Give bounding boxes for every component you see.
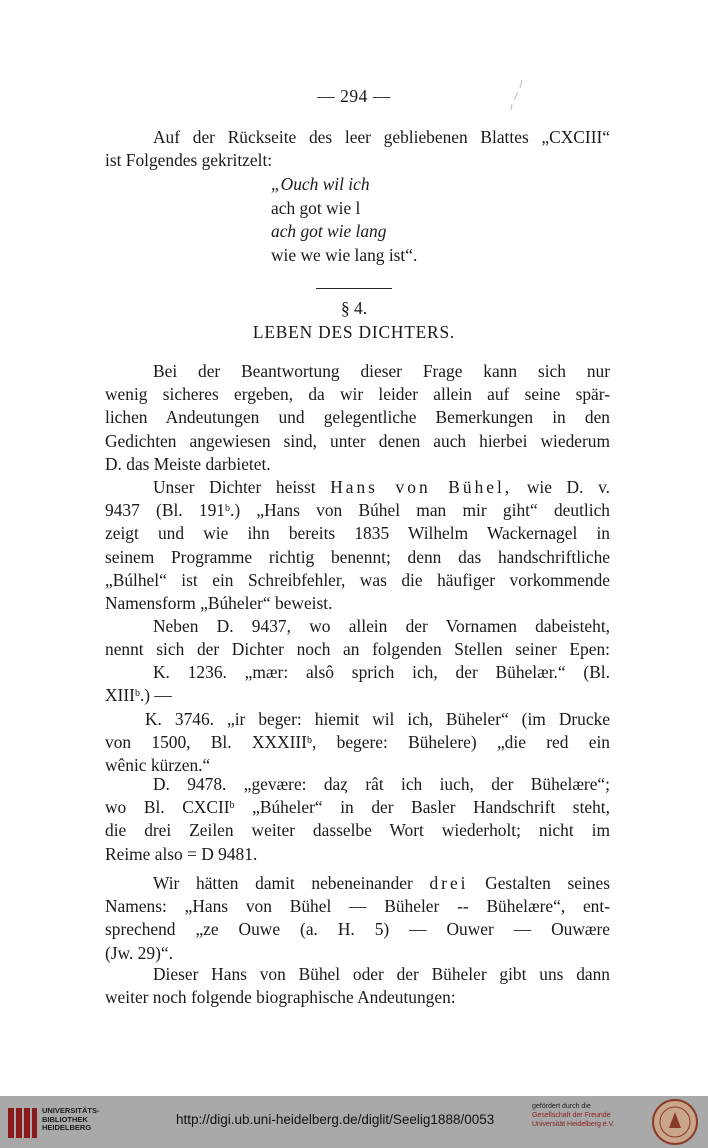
text-span: Wir hätten damit nebeneinander: [153, 873, 413, 893]
verse-line: „Ouch wil ich: [271, 174, 370, 194]
verse-line: ach got wie lang: [271, 221, 387, 241]
text-span: .) —: [139, 685, 172, 706]
text-line: Auf der Rückseite des leer gebliebenen Blattes „CXCIII“: [153, 127, 610, 147]
library-name: [42, 1107, 100, 1133]
sponsor-line: Universität Heidelberg e.V.: [532, 1121, 615, 1128]
intro-paragraph: [105, 126, 610, 172]
library-line: HEIDELBERG: [42, 1123, 92, 1132]
text-line: sprechend „ze Ouwe (a. H. 5) — Ouwer — Ouwære: [105, 919, 610, 940]
text-span: .) „Hans von Búhel man mir giht“ deutlich: [229, 500, 610, 521]
section-divider: [316, 288, 392, 289]
sponsor-label: gefördert durch die: [532, 1103, 591, 1110]
text-line: (Jw. 29)“.: [105, 942, 173, 963]
emphasis: drei: [429, 873, 469, 893]
text-line: [105, 872, 610, 895]
superscript: b: [134, 688, 140, 700]
text-line: „Búlhel“ ist ein Schreibfehler, was die häufiger vorkommende: [105, 569, 610, 590]
text-line: wênic kürzen.“: [105, 755, 211, 776]
text-span: wie D. v.: [526, 477, 610, 497]
source-url-link[interactable]: http://digi.ub.uni-heidelberg.de/diglit/Seelig1888/0053: [176, 1112, 495, 1127]
text-line: Namens: „Hans von Bühel — Büheler -- Bühelære“, ent-: [105, 896, 610, 917]
sponsor-line: Gesellschaft der Freunde: [532, 1112, 611, 1119]
text-line: [105, 476, 610, 499]
superscript: b: [306, 735, 312, 747]
library-line: UNIVERSITÄTS-: [42, 1106, 100, 1115]
superscript: b: [229, 800, 235, 812]
paragraph-5: [105, 872, 610, 965]
text-line: Bei der Beantwortung dieser Frage kann sich nur: [153, 361, 610, 381]
text-line: Namensform „Búheler“ beweist.: [105, 592, 333, 613]
text-line: Reime also = D 9481.: [105, 843, 258, 864]
text-line: die drei Zeilen weiter dasselbe Wort wiederholt; nicht im: [105, 820, 610, 841]
verse-line: wie we wie lang ist“.: [271, 244, 418, 265]
text-span: , begere: Bühelere) „die red ein: [311, 732, 610, 753]
pencil-mark: [508, 78, 528, 112]
text-span: Gestalten seines: [485, 873, 610, 893]
library-line: BIBLIOTHEK: [42, 1114, 88, 1124]
superscript: b: [224, 503, 230, 515]
text-line: [105, 684, 610, 707]
text-line: D. das Meiste darbietet.: [105, 453, 271, 474]
text-line: [105, 499, 610, 522]
verse-line: ach got wie l: [271, 197, 361, 218]
section-heading: LEBEN DES DICHTERS.: [252, 322, 456, 342]
text-span: von 1500, Bl. XXXIII: [105, 732, 307, 753]
text-span: Unser Dichter heisst: [153, 477, 316, 497]
library-logo-icon: [6, 1104, 40, 1142]
footer-bar: [0, 1096, 708, 1148]
text-line: zeigt und wie ihn bereits 1835 Wilhelm Wackernagel in: [105, 523, 610, 544]
paragraph-2: [105, 360, 610, 476]
text-line: nennt sich der Dichter noch an folgenden Stellen seiner Epen:: [105, 639, 610, 660]
text-line: wenig sicheres ergeben, da wir leider allein auf seine spär-: [105, 384, 610, 405]
paragraph-4: [105, 615, 610, 661]
paragraph-3: [105, 476, 610, 615]
text-line: Dieser Hans von Bühel oder der Büheler gibt uns dann: [153, 964, 610, 984]
text-line: K. 3746. „ir beger: hiemit wil ich, Büheler“ (im Drucke: [145, 709, 610, 729]
text-line: lichen Andeutungen und gelegentliche Bemerkungen in den: [105, 407, 610, 428]
citation-d9478: [105, 773, 610, 866]
section-number: § 4.: [340, 298, 368, 318]
text-line: seinem Programme richtig benennt; denn das handschriftliche: [105, 546, 610, 567]
text-line: ist Folgendes gekritzelt:: [105, 150, 273, 171]
verse-block: [271, 173, 417, 267]
text-span: „Búheler“ in der Basler Handschrift steht,: [234, 797, 610, 818]
paragraph-6: [105, 963, 610, 1009]
text-line: Gedichten angewiesen sind, unter denen auch hierbei wiederum: [105, 430, 610, 451]
university-seal-icon: [651, 1098, 699, 1146]
text-span: wo Bl. CXCII: [105, 797, 230, 818]
text-line: [105, 796, 610, 819]
text-span: 9437 (Bl. 191: [105, 500, 225, 521]
text-line: [105, 731, 610, 754]
text-line: weiter noch folgende biographische Andeutungen:: [105, 987, 456, 1008]
text-line: D. 9478. „gevære: daȥ rât ich iuch, der Bühelære“;: [153, 774, 610, 794]
text-span: XIII: [105, 685, 135, 706]
text-line: K. 1236. „mær: alsô sprich ich, der Bühelær.“ (Bl.: [153, 662, 610, 682]
poet-name: Hans von Bühel,: [330, 477, 513, 497]
citation-k3746: [105, 708, 610, 778]
citation-k1236: [105, 661, 610, 707]
sponsor-note: [532, 1102, 615, 1129]
page-number: — 294 —: [317, 86, 391, 106]
text-line: Neben D. 9437, wo allein der Vornamen dabeisteht,: [153, 616, 610, 636]
